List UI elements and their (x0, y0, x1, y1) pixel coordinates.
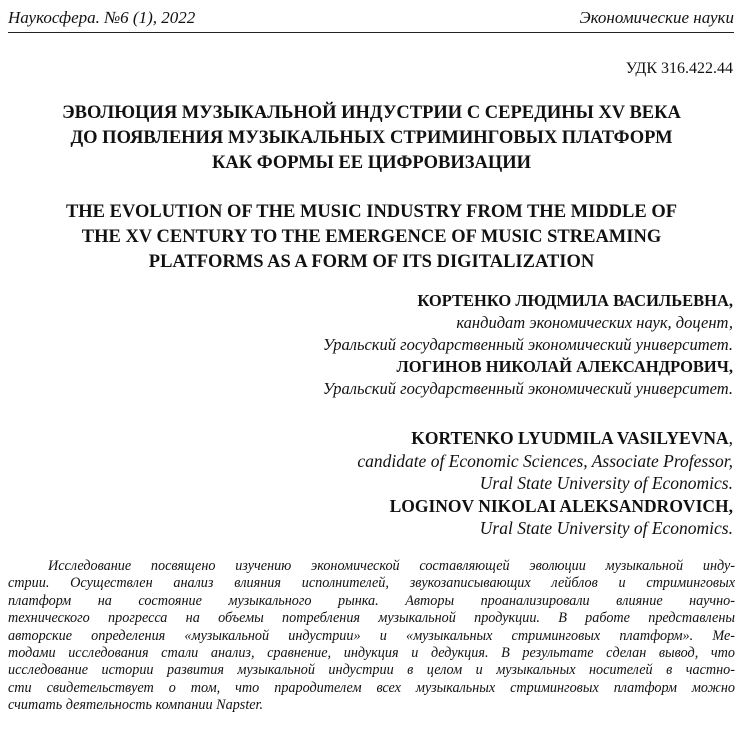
author-2-affiliation-en: Ural State University of Economics. (479, 518, 733, 538)
author-1-affiliation-en: Ural State University of Economics. (479, 473, 733, 493)
author-1-affiliation-ru: Уральский государственный экономический университет. (322, 335, 733, 354)
author-2-name-en: LOGINOV NIKOLAI ALEKSANDROVICH, (389, 495, 733, 516)
author-2-name-ru: ЛОГИНОВ НИКОЛАЙ АЛЕКСАНДРОВИЧ, (396, 357, 733, 376)
author-1-name-en-line (357, 427, 733, 450)
abstract-line-1: Исследование посвящено изучению экономической составляющей эволюции музыкальной инду- (48, 558, 735, 574)
title-en-line-2: THE XV CENTURY TO THE EMERGENCE OF MUSIC STREAMING (81, 227, 662, 247)
author-2-affiliation-ru: Уральский государственный экономический университет. (322, 379, 733, 398)
title-ru-line-1: ЭВОЛЮЦИЯ МУЗЫКАЛЬНОЙ ИНДУСТРИИ С СЕРЕДИНЫ XV ВЕКА (62, 103, 681, 123)
abstract-line-3: платформ на состояние музыкального рынка. Авторы проанализировали влияние научно- (8, 592, 735, 609)
abstract-line-7: исследование истории развития музыкальной индустрии в целом и музыкальных носителей в частно- (8, 662, 735, 679)
title-russian (0, 101, 743, 176)
title-en-line-1: THE EVOLUTION OF THE MUSIC INDUSTRY FROM THE MIDDLE OF (65, 202, 678, 222)
author-1-name-en: KORTENKO LYUDMILA VASILYEVNA (411, 428, 729, 448)
abstract (8, 558, 735, 715)
abstract-line-2: стрии. Осуществлен анализ влияния исполнителей, звукозаписывающих лейблов и стриминговых (8, 575, 735, 592)
abstract-line-6: тодами исследования стали анализ, сравнение, индукция и дедукция. В результате сделан вывод, что (8, 645, 735, 662)
running-header (8, 6, 734, 33)
abstract-line-9: считать деятельность компании Napster. (8, 697, 264, 714)
title-english (0, 200, 743, 275)
author-1-name-ru: КОРТЕНКО ЛЮДМИЛА ВАСИЛЬЕВНА, (417, 291, 733, 310)
journal-name: Наукосфера. №6 (1), 2022 (8, 8, 196, 27)
section-name: Экономические науки (579, 8, 734, 27)
title-en-line-3: PLATFORMS AS A FORM OF ITS DIGITALIZATION (148, 252, 595, 272)
abstract-line-5: авторские определения «музыкальной индустрии» и «музыкальных стриминговых платформ». Ме- (8, 627, 735, 644)
abstract-line-8: сти свидетельствует о том, что прародителем всех музыкальных стриминговых платформ можно (8, 679, 735, 696)
authors-english (357, 427, 733, 540)
author-1-degree-ru: кандидат экономических наук, доцент, (456, 313, 733, 332)
title-ru-line-3: КАК ФОРМЫ ЕЕ ЦИФРОВИЗАЦИИ (211, 153, 532, 173)
udk-code: УДК 316.422.44 (625, 60, 733, 77)
author-1-name-comma: , (728, 428, 733, 448)
abstract-line-4: технического прогресса на объемы потребления музыкальной продукции. В работе представлены (8, 610, 735, 627)
title-ru-line-2: ДО ПОЯВЛЕНИЯ МУЗЫКАЛЬНЫХ СТРИМИНГОВЫХ ПЛАТФОРМ (70, 128, 673, 148)
author-1-degree-en: candidate of Economic Sciences, Associate Professor, (357, 450, 733, 471)
authors-russian (323, 290, 733, 400)
